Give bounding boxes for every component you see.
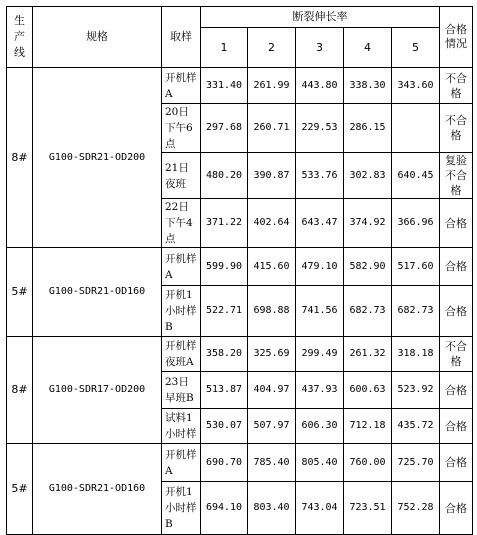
elongation-value-cell: 741.56 bbox=[296, 286, 344, 337]
header-sample: 取样 bbox=[162, 7, 201, 68]
elongation-value-cell: 517.60 bbox=[392, 248, 440, 286]
result-cell: 合格 bbox=[440, 286, 473, 337]
table-body bbox=[7, 68, 473, 535]
sample-cell: 23日早班B bbox=[162, 372, 201, 409]
result-cell: 合格 bbox=[440, 199, 473, 248]
result-cell: 合格 bbox=[440, 482, 473, 535]
sample-cell: 开机样夜班A bbox=[162, 337, 201, 372]
elongation-value-cell: 523.92 bbox=[392, 372, 440, 409]
elongation-value-cell: 297.68 bbox=[201, 104, 248, 153]
elongation-value-cell: 286.15 bbox=[344, 104, 392, 153]
elongation-value-cell: 682.73 bbox=[392, 286, 440, 337]
header-col-3: 3 bbox=[296, 28, 344, 68]
result-cell: 合格 bbox=[440, 372, 473, 409]
elongation-value-cell: 599.90 bbox=[201, 248, 248, 286]
elongation-value-cell: 261.99 bbox=[248, 68, 296, 104]
sample-cell: 开机样A bbox=[162, 68, 201, 104]
elongation-value-cell: 723.51 bbox=[344, 482, 392, 535]
sample-cell: 20日下午6点 bbox=[162, 104, 201, 153]
elongation-value-cell: 437.93 bbox=[296, 372, 344, 409]
elongation-value-cell: 299.49 bbox=[296, 337, 344, 372]
elongation-value-cell: 643.47 bbox=[296, 199, 344, 248]
header-spec: 规格 bbox=[33, 7, 162, 68]
elongation-value-cell: 694.10 bbox=[201, 482, 248, 535]
header-result: 合格情况 bbox=[440, 7, 473, 68]
production-line-cell: 8# bbox=[7, 337, 33, 444]
sample-cell: 开机样A bbox=[162, 248, 201, 286]
result-cell: 不合格 bbox=[440, 337, 473, 372]
elongation-value-cell: 760.00 bbox=[344, 444, 392, 482]
elongation-value-cell: 507.97 bbox=[248, 409, 296, 444]
header-elongation: 断裂伸长率 bbox=[201, 7, 440, 28]
elongation-value-cell: 805.40 bbox=[296, 444, 344, 482]
elongation-value-cell: 582.90 bbox=[344, 248, 392, 286]
result-cell: 合格 bbox=[440, 248, 473, 286]
header-line: 生产线 bbox=[7, 7, 33, 68]
elongation-value-cell: 443.80 bbox=[296, 68, 344, 104]
elongation-value-cell: 698.88 bbox=[248, 286, 296, 337]
elongation-value-cell: 513.87 bbox=[201, 372, 248, 409]
elongation-value-cell: 390.87 bbox=[248, 153, 296, 199]
elongation-value-cell: 752.28 bbox=[392, 482, 440, 535]
sample-cell: 开机1小时样B bbox=[162, 286, 201, 337]
elongation-value-cell: 533.76 bbox=[296, 153, 344, 199]
spec-cell: G100-SDR21-OD200 bbox=[33, 68, 162, 248]
elongation-value-cell: 371.22 bbox=[201, 199, 248, 248]
sample-cell: 试料1小时样 bbox=[162, 409, 201, 444]
table-row bbox=[7, 337, 473, 372]
elongation-value-cell: 600.63 bbox=[344, 372, 392, 409]
spec-cell: G100-SDR21-OD160 bbox=[33, 248, 162, 337]
table-row bbox=[7, 68, 473, 104]
header-col-5: 5 bbox=[392, 28, 440, 68]
result-cell: 不合格 bbox=[440, 104, 473, 153]
elongation-value-cell: 325.69 bbox=[248, 337, 296, 372]
elongation-value-cell bbox=[392, 104, 440, 153]
elongation-value-cell: 606.30 bbox=[296, 409, 344, 444]
elongation-value-cell: 374.92 bbox=[344, 199, 392, 248]
elongation-value-cell: 803.40 bbox=[248, 482, 296, 535]
table-row bbox=[7, 248, 473, 286]
elongation-value-cell: 318.18 bbox=[392, 337, 440, 372]
elongation-value-cell: 260.71 bbox=[248, 104, 296, 153]
elongation-value-cell: 480.20 bbox=[201, 153, 248, 199]
result-cell: 合格 bbox=[440, 444, 473, 482]
elongation-value-cell: 302.83 bbox=[344, 153, 392, 199]
header-col-4: 4 bbox=[344, 28, 392, 68]
elongation-value-cell: 785.40 bbox=[248, 444, 296, 482]
table-row bbox=[7, 444, 473, 482]
elongation-value-cell: 358.20 bbox=[201, 337, 248, 372]
sample-cell: 开机样A bbox=[162, 444, 201, 482]
sample-cell: 21日夜班 bbox=[162, 153, 201, 199]
elongation-value-cell: 261.32 bbox=[344, 337, 392, 372]
production-line-cell: 5# bbox=[7, 444, 33, 535]
spec-cell: G100-SDR21-OD160 bbox=[33, 444, 162, 535]
spec-cell: G100-SDR17-OD200 bbox=[33, 337, 162, 444]
elongation-value-cell: 712.18 bbox=[344, 409, 392, 444]
elongation-value-cell: 366.96 bbox=[392, 199, 440, 248]
elongation-value-cell: 415.60 bbox=[248, 248, 296, 286]
sample-cell: 22日下午4点 bbox=[162, 199, 201, 248]
production-line-cell: 8# bbox=[7, 68, 33, 248]
elongation-value-cell: 743.04 bbox=[296, 482, 344, 535]
elongation-value-cell: 229.53 bbox=[296, 104, 344, 153]
elongation-value-cell: 338.30 bbox=[344, 68, 392, 104]
elongation-value-cell: 331.40 bbox=[201, 68, 248, 104]
elongation-value-cell: 343.60 bbox=[392, 68, 440, 104]
elongation-value-cell: 479.10 bbox=[296, 248, 344, 286]
elongation-value-cell: 530.07 bbox=[201, 409, 248, 444]
elongation-value-cell: 640.45 bbox=[392, 153, 440, 199]
elongation-value-cell: 404.97 bbox=[248, 372, 296, 409]
elongation-value-cell: 725.70 bbox=[392, 444, 440, 482]
elongation-value-cell: 435.72 bbox=[392, 409, 440, 444]
elongation-table bbox=[6, 6, 473, 535]
elongation-value-cell: 682.73 bbox=[344, 286, 392, 337]
result-cell: 不合格 bbox=[440, 68, 473, 104]
result-cell: 复验不合格 bbox=[440, 153, 473, 199]
elongation-value-cell: 402.64 bbox=[248, 199, 296, 248]
elongation-value-cell: 690.70 bbox=[201, 444, 248, 482]
header-col-1: 1 bbox=[201, 28, 248, 68]
result-cell: 合格 bbox=[440, 409, 473, 444]
elongation-value-cell: 522.71 bbox=[201, 286, 248, 337]
production-line-cell: 5# bbox=[7, 248, 33, 337]
sample-cell: 开机1小时样B bbox=[162, 482, 201, 535]
header-col-2: 2 bbox=[248, 28, 296, 68]
